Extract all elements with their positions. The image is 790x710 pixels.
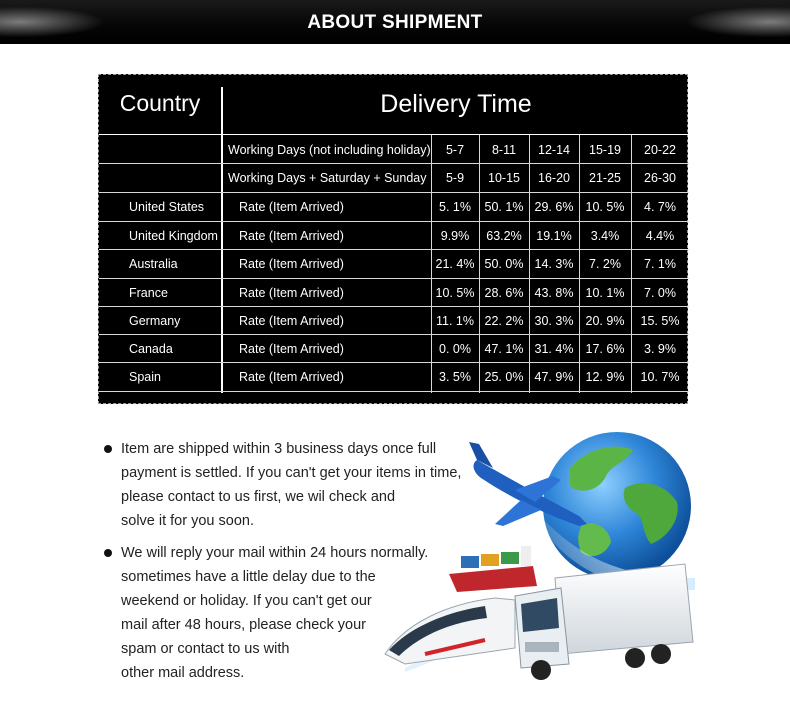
delivery-time-table (98, 74, 688, 404)
day-range-cell: 8-11 (491, 143, 517, 157)
country-name: United States (129, 200, 205, 214)
rate-label: Rate (Item Arrived) (239, 229, 344, 243)
rate-cell: 25. 0% (484, 370, 524, 384)
rate-label: Rate (Item Arrived) (239, 314, 344, 328)
rate-cell: 3. 5% (439, 370, 471, 384)
rate-cell: 12. 9% (585, 370, 625, 384)
rate-cell: 10. 5% (435, 286, 475, 300)
rate-cell: 19.1% (536, 229, 572, 243)
rate-cell: 7. 1% (644, 257, 676, 271)
globe-icon (543, 432, 691, 580)
rate-cell: 4.4% (645, 229, 675, 243)
rate-cell: 63.2% (486, 229, 522, 243)
page-title: ABOUT SHIPMENT (307, 12, 483, 33)
country-name: France (129, 286, 168, 300)
note-text-reply: We will reply your mail within 24 hours normally. sometimes have a little delay due to the weekend or holiday. If you can't get our mail after 48 hours, please check your spam or contact to us with other mail address. (121, 545, 429, 681)
bullet-icon (104, 445, 112, 453)
row-divider (99, 278, 689, 279)
bullet-icon (104, 549, 112, 557)
rate-cell: 11. 1% (436, 314, 474, 328)
rate-cell: 50. 0% (484, 257, 524, 271)
rate-cell: 21. 4% (435, 257, 475, 271)
day-range-cell: 26-30 (644, 171, 676, 185)
day-range-cell: 20-22 (644, 143, 676, 157)
day-range-cell: 15-19 (589, 143, 621, 157)
rate-cell: 4. 7% (644, 200, 676, 214)
header-banner (0, 0, 790, 44)
rate-cell: 10. 7% (640, 370, 680, 384)
row-divider (99, 249, 689, 250)
country-name: United Kingdom (129, 229, 218, 243)
rate-cell: 3. 9% (644, 342, 676, 356)
row-divider (99, 163, 689, 164)
rate-cell: 47. 1% (484, 342, 524, 356)
note-text-shipping: Item are shipped within 3 business days once full payment is settled. If you can't get your items in time, please contact to us first, we wil check and solve it for you soon. (121, 441, 462, 529)
day-range-cell: 10-15 (488, 171, 520, 185)
rate-label: Rate (Item Arrived) (239, 257, 344, 271)
rate-label: Rate (Item Arrived) (239, 286, 344, 300)
day-range-cell: 5-7 (445, 143, 465, 157)
rate-cell: 43. 8% (534, 286, 574, 300)
country-name: Australia (129, 257, 178, 271)
header-divider (99, 134, 689, 135)
row-divider (99, 391, 689, 392)
rate-label: Rate (Item Arrived) (239, 200, 344, 214)
country-name: Canada (129, 342, 173, 356)
rate-cell: 3.4% (590, 229, 620, 243)
rate-cell: 10. 1% (585, 286, 625, 300)
rate-cell: 7. 0% (644, 286, 676, 300)
rate-cell: 0. 0% (439, 342, 471, 356)
day-range-cell: 21-25 (589, 171, 621, 185)
truck-icon (515, 564, 693, 680)
rate-cell: 50. 1% (484, 200, 524, 214)
train-icon (385, 598, 515, 664)
column-header-country: Country (119, 90, 201, 116)
rate-cell: 20. 9% (585, 314, 625, 328)
rate-cell: 29. 6% (534, 200, 574, 214)
rate-cell: 9.9% (440, 229, 470, 243)
row-divider (99, 334, 689, 335)
rate-cell: 47. 9% (534, 370, 574, 384)
rate-cell: 28. 6% (484, 286, 524, 300)
row-divider (99, 192, 689, 193)
shipping-illustration (365, 428, 700, 690)
rate-cell: 10. 5% (585, 200, 625, 214)
day-range-cell: 5-9 (445, 171, 465, 185)
rate-cell: 7. 2% (589, 257, 621, 271)
row-divider (99, 221, 689, 222)
cargo-ship-icon (449, 546, 537, 592)
country-column-divider (221, 87, 223, 393)
rate-cell: 5. 1% (439, 200, 471, 214)
column-header-delivery-time: Delivery Time (380, 90, 532, 118)
rate-cell: 14. 3% (534, 257, 574, 271)
rate-cell: 15. 5% (640, 314, 680, 328)
rate-cell: 22. 2% (484, 314, 524, 328)
row-divider (99, 306, 689, 307)
day-range-cell: 16-20 (538, 171, 570, 185)
rate-label: Rate (Item Arrived) (239, 370, 344, 384)
rate-cell: 30. 3% (534, 314, 574, 328)
row-divider (99, 362, 689, 363)
working-days-label: Working Days (not including holiday) (228, 143, 431, 157)
day-range-cell: 12-14 (538, 143, 570, 157)
country-name: Spain (129, 370, 161, 384)
rate-cell: 17. 6% (585, 342, 625, 356)
rate-cell: 31. 4% (534, 342, 574, 356)
working-days-label: Working Days + Saturday + Sunday (228, 171, 427, 185)
rate-label: Rate (Item Arrived) (239, 342, 344, 356)
country-name: Germany (129, 314, 181, 328)
